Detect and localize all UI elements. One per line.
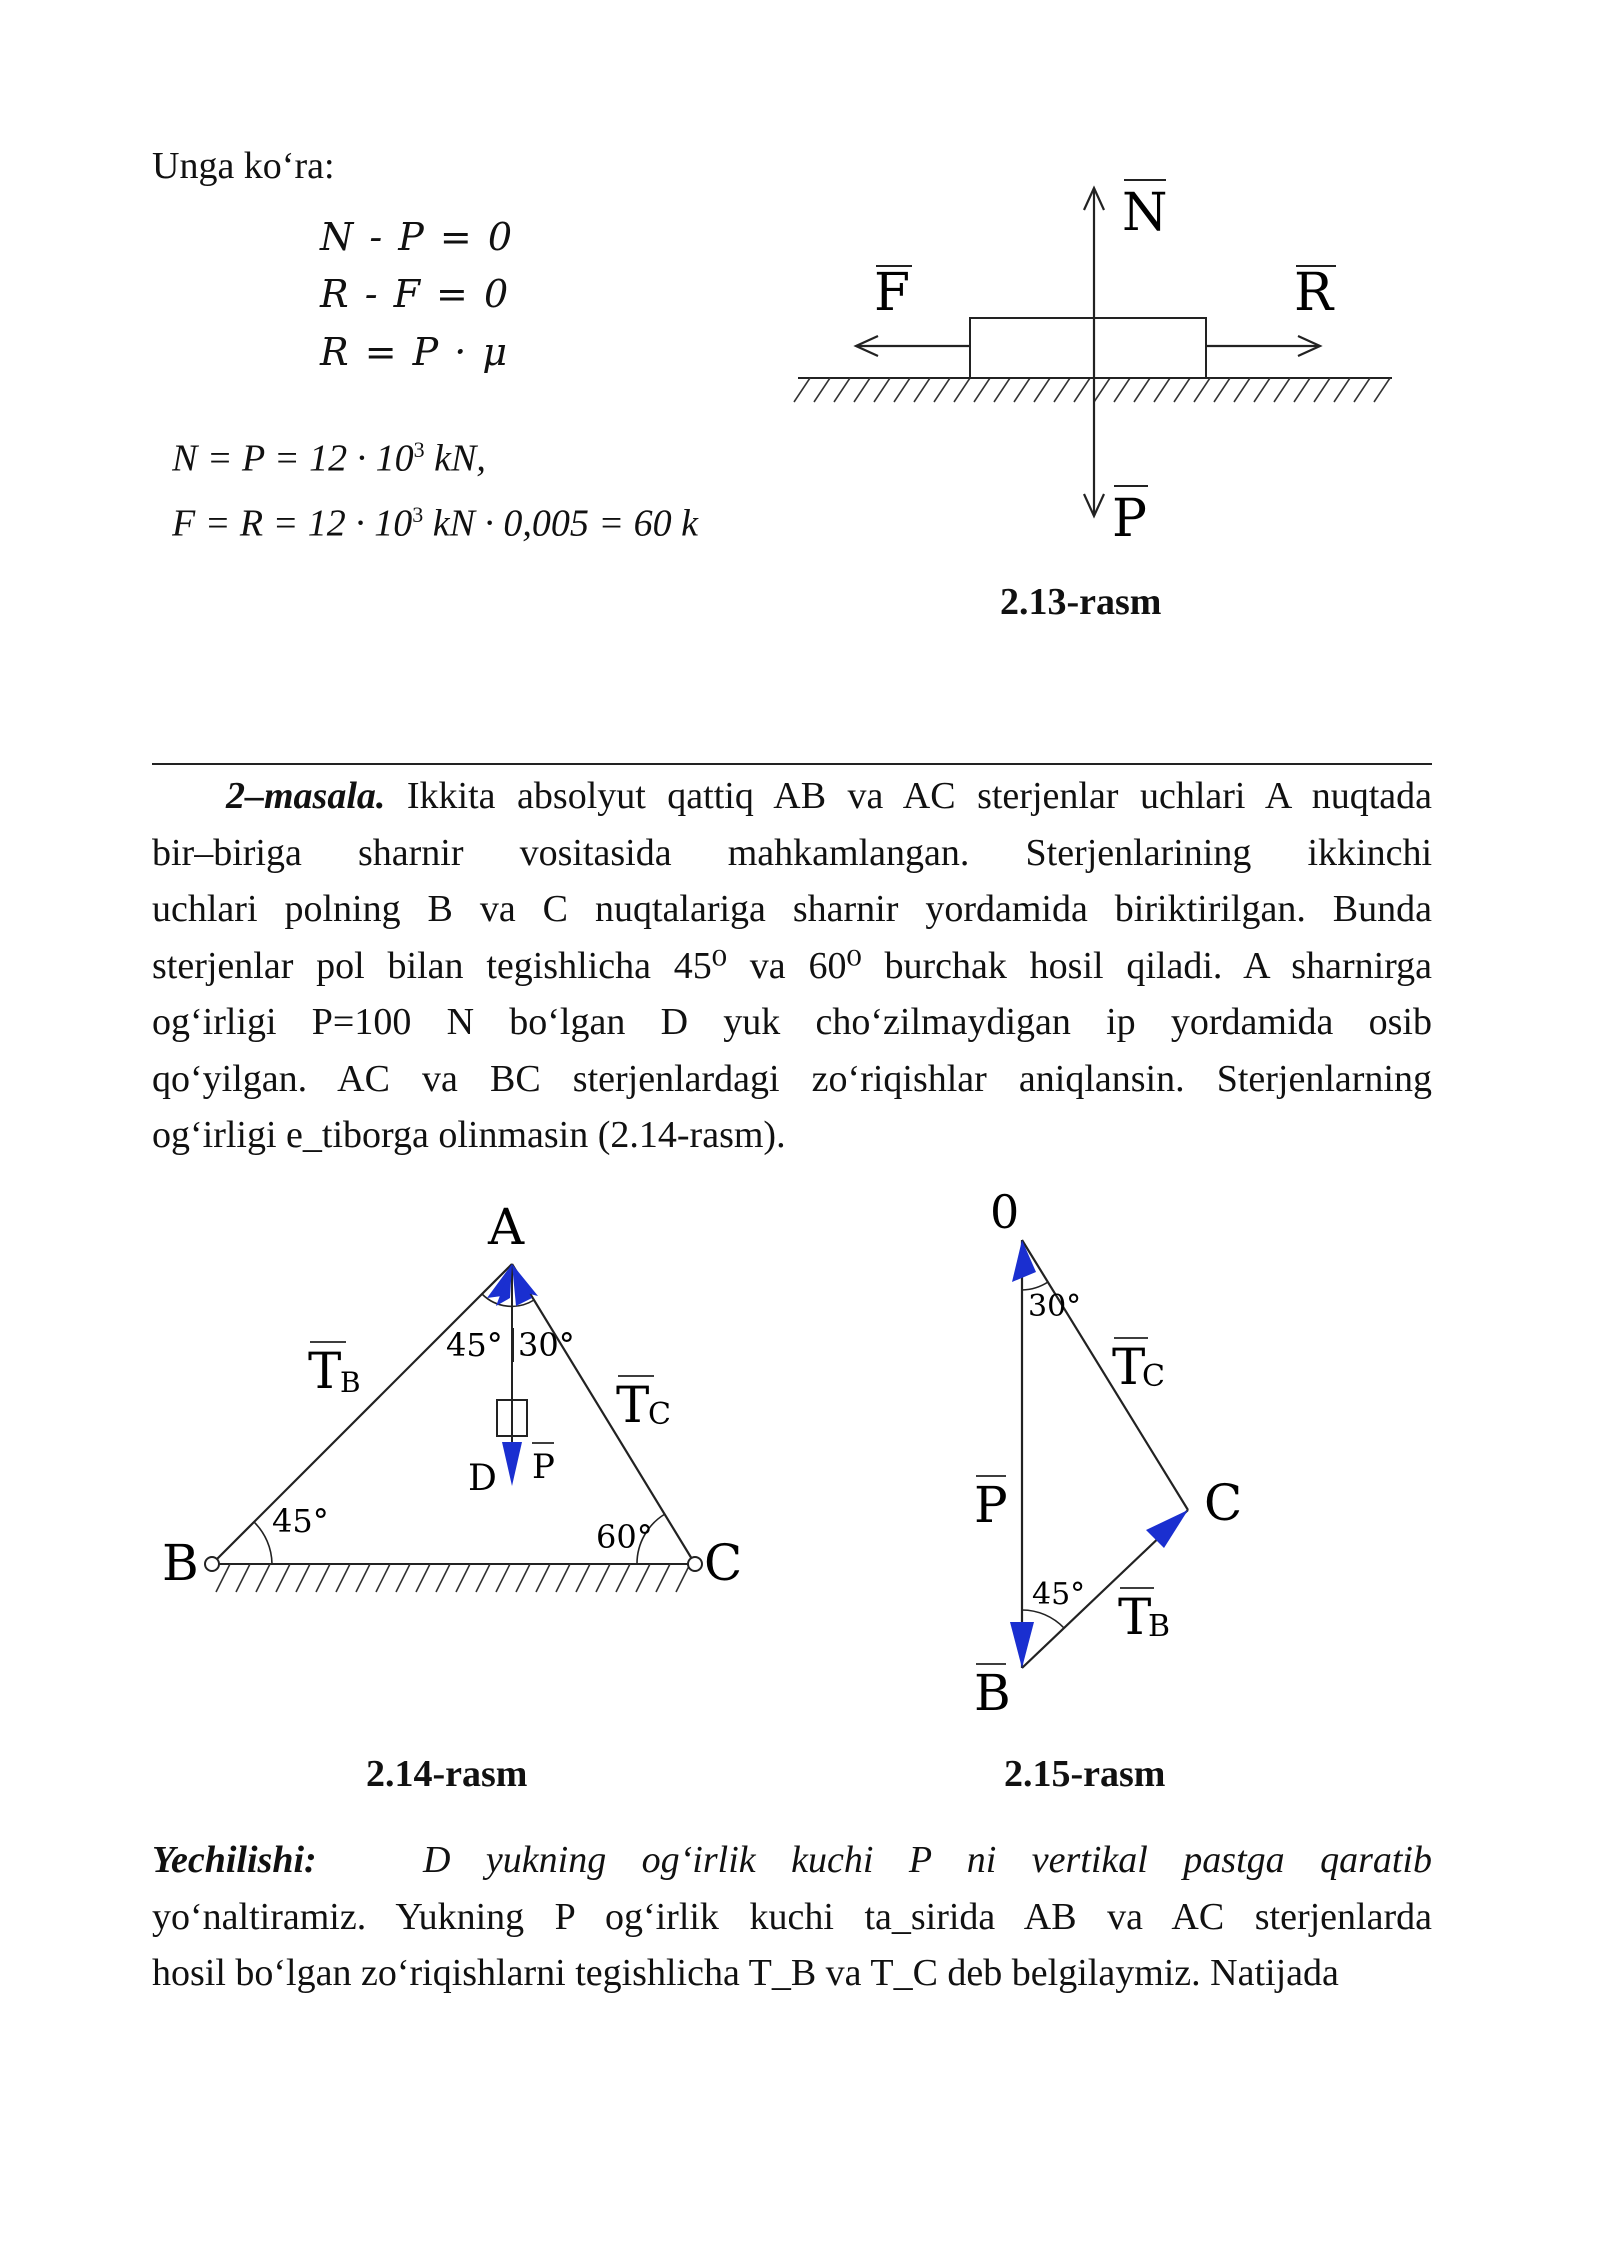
- hinge-C: [688, 1557, 702, 1571]
- arrow-TB: [1146, 1510, 1188, 1548]
- problem-line-5: og‘irligi P=100 N bo‘lgan D yuk cho‘zilmaydigan ip yordamida osib: [152, 1001, 1432, 1043]
- equation-1: N - P = 0: [320, 215, 514, 259]
- label-R: R: [1294, 263, 1334, 323]
- label-C: C: [704, 1534, 743, 1592]
- solution-title: Yechilishi:: [152, 1839, 317, 1881]
- problem-line-2: bir–biriga sharnir vositasida mahkamlangan. Sterjenlarining ikkinchi: [152, 831, 1432, 874]
- figure-2-15: [960, 1180, 1280, 1720]
- label-P: P: [532, 1447, 555, 1487]
- label-F: F: [874, 263, 911, 323]
- problem-title: 2–masala.: [226, 775, 386, 817]
- calc-2-exp: 3: [412, 502, 424, 527]
- solution-paragraph: [152, 1832, 1432, 2002]
- angle-A-45: 45°: [446, 1326, 503, 1364]
- intro-text: Unga ko‘ra:: [152, 145, 335, 187]
- label-N: N: [1122, 183, 1168, 243]
- equation-2: R - F = 0: [320, 272, 511, 316]
- hinge-B: [205, 1557, 219, 1571]
- problem-line-7: og‘irligi e_tiborga olinmasin (2.14-rasm).: [152, 1114, 786, 1156]
- label-O: 0: [990, 1185, 1020, 1239]
- label-D: D: [468, 1458, 497, 1499]
- label-TC-sub: C: [648, 1397, 671, 1432]
- solution-line-3: hosil bo‘lgan zo‘riqishlarni tegishlicha T_B va T_C deb belgilaymiz. Natijada: [152, 1952, 1339, 1994]
- solution-line-2: yo‘naltiramiz. Yukning P og‘irlik kuchi ta_sirida AB va AC sterjenlarda: [152, 1895, 1432, 1938]
- angle-C: 60°: [596, 1518, 653, 1556]
- calc-line-2: [172, 487, 790, 552]
- equation-3: R = P · μ: [320, 330, 510, 374]
- calc-1-exp: 3: [413, 437, 425, 462]
- block: [970, 318, 1206, 378]
- label-C: C: [1204, 1474, 1243, 1532]
- divider: [152, 763, 1432, 765]
- calc-line-1: [172, 422, 792, 487]
- label-TC: T: [616, 1376, 650, 1434]
- caption-2-14: 2.14-rasm: [366, 1753, 528, 1795]
- label-TB-sub: B: [340, 1366, 361, 1399]
- rod-AB: [212, 1264, 512, 1564]
- label-B: B: [974, 1664, 1011, 1720]
- label-TC: T: [1112, 1338, 1146, 1396]
- label-TB: T: [1118, 1588, 1152, 1646]
- problem-line-6: qo‘yilgan. AC va BC sterjenlardagi zo‘riqishlar aniqlansin. Sterjenlarning: [152, 1057, 1432, 1100]
- arrow-P: [502, 1442, 522, 1486]
- ground-hatch: [794, 378, 1390, 402]
- problem-line-4: sterjenlar pol bilan tegishlicha 45⁰ va 60⁰ burchak hosil qiladi. A sharnirga: [152, 944, 1432, 987]
- arrow-top: [1012, 1240, 1036, 1282]
- calc-2-a: F = R = 12 · 10: [172, 502, 413, 545]
- caption-2-13: 2.13-rasm: [1000, 581, 1162, 623]
- ground-hatch: [216, 1564, 690, 1592]
- label-TB-sub: B: [1148, 1609, 1171, 1644]
- label-P: P: [1112, 489, 1147, 549]
- problem-line-1: 2–masala. Ikkita absolyut qattiq AB va AC sterjenlar uchlari A nuqtada: [226, 775, 1432, 817]
- solution-line-1: Yechilishi: D yukning og‘irlik kuchi P ni vertikal pastga qaratib: [152, 1839, 1432, 1881]
- calc-1-a: N = P = 12 · 10: [172, 437, 414, 480]
- arc-B: [254, 1522, 272, 1564]
- angle-B: 45°: [272, 1502, 329, 1540]
- angle-A-30: 30°: [518, 1326, 575, 1364]
- label-B: B: [162, 1534, 199, 1592]
- calc-2-b: kN · 0,005 = 60 k: [423, 502, 698, 545]
- label-TC-sub: C: [1142, 1359, 1165, 1394]
- figure-2-14: [150, 1180, 770, 1620]
- figure-2-13: [780, 160, 1420, 580]
- caption-2-15: 2.15-rasm: [1004, 1753, 1166, 1795]
- problem-paragraph: [152, 768, 1432, 1164]
- problem-line-3: uchlari polning B va C nuqtalariga sharnir yordamida biriktirilgan. Bunda: [152, 888, 1432, 930]
- angle-45: 45°: [1032, 1577, 1086, 1612]
- calc-1-b: kN,: [424, 437, 486, 480]
- label-P: P: [974, 1476, 1008, 1534]
- label-A: A: [488, 1198, 525, 1256]
- angle-30: 30°: [1028, 1289, 1082, 1324]
- label-TB: T: [308, 1342, 342, 1400]
